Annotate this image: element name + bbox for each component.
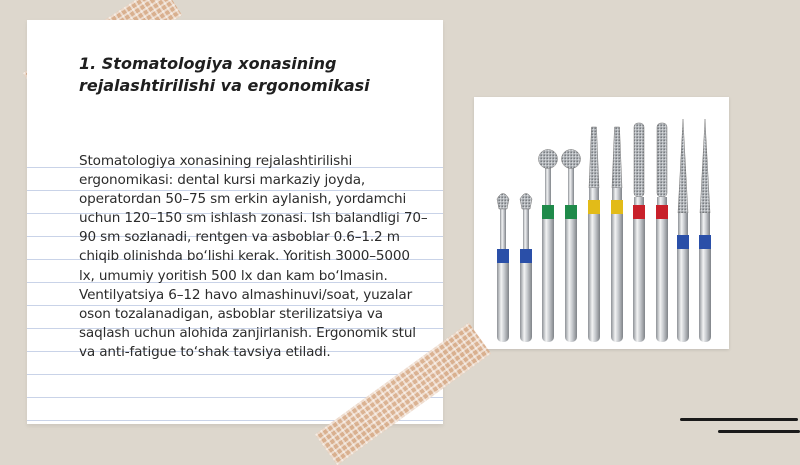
decorative-line (718, 430, 800, 433)
slide-title: 1. Stomatologiya xonasining rejalashtirilishi va ergonomikasi (79, 54, 370, 95)
dental-bur (699, 119, 711, 342)
dental-bur (633, 123, 645, 342)
decorative-line (680, 418, 798, 421)
dental-bur (677, 119, 689, 342)
dental-bur (656, 123, 668, 342)
dental-bur (562, 150, 581, 343)
dental-burs-icon (474, 97, 729, 349)
slide-body-text: Stomatologiya xonasining rejalashtirilishi ergonomikasi: dental kursi markaziy joyda, operatordan 50–75 sm erkin aylanish, yordamchi uchun 120–150 sm ishlash zonasi. Ish balandligi 70–90 sm sozlanadi, rentgen va asboblar 0.6–1.2 m chiqib olinishda bo‘lishi kerak. Yoritish 3000–5000 lx, umumiy yoritish 500 lx dan kam bo‘lmasin. Ventilyatsiya 6–12 havo almashinuvi/soat, yuzalar oson tozalanadigan, asboblar sterilizatsiya va saqlash uchun alohida zanjirlanish. Ergonomik stul va anti-fatigue to‘shak tavsiya etiladi. (79, 153, 428, 360)
dental-bur (611, 127, 623, 342)
dental-bur (539, 150, 558, 343)
dental-bur (520, 194, 532, 343)
dental-bur (497, 194, 509, 343)
dental-bur (588, 127, 600, 342)
dental-burs-photo (474, 97, 729, 349)
